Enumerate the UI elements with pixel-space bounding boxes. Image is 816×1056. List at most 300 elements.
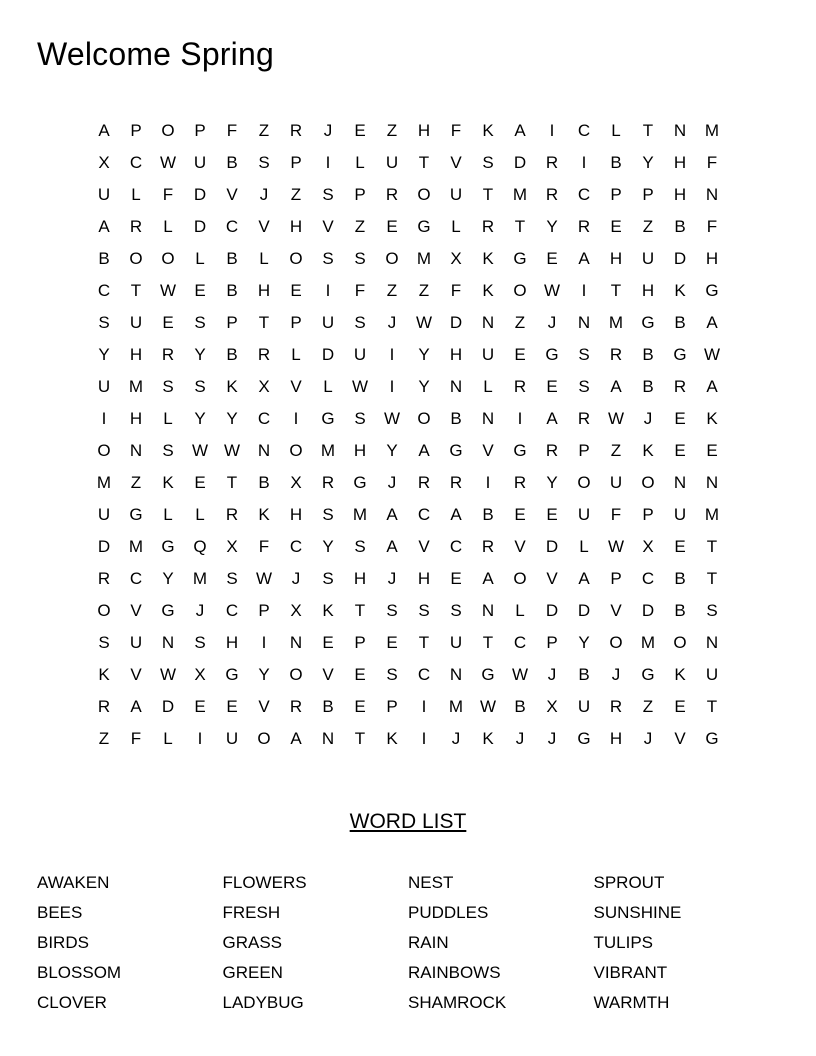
grid-letter: B xyxy=(258,473,270,492)
grid-letter: J xyxy=(291,569,301,588)
word-list-column xyxy=(37,868,223,1018)
grid-row xyxy=(88,115,728,147)
grid-letter: W xyxy=(383,409,401,428)
grid-letter: W xyxy=(159,281,177,300)
grid-letter: R xyxy=(289,121,303,140)
grid-letter: F xyxy=(610,505,622,524)
grid-letter: U xyxy=(481,345,495,364)
grid-letter: A xyxy=(482,569,494,588)
grid-letter: U xyxy=(225,729,239,748)
grid-letter: O xyxy=(97,441,111,460)
grid-letter: I xyxy=(389,345,395,364)
grid-row xyxy=(88,435,728,467)
grid-letter: L xyxy=(163,505,173,524)
grid-letter: G xyxy=(545,345,559,364)
grid-letter: E xyxy=(514,345,526,364)
grid-row xyxy=(88,243,728,275)
grid-letter: N xyxy=(289,633,303,652)
grid-letter: T xyxy=(354,729,366,748)
grid-letter: P xyxy=(354,185,366,204)
grid-letter: V xyxy=(610,601,622,620)
grid-letter: B xyxy=(226,249,238,268)
grid-letter: E xyxy=(450,569,462,588)
grid-letter: N xyxy=(129,441,143,460)
grid-letter: B xyxy=(674,217,686,236)
grid-letter: T xyxy=(226,473,238,492)
grid-row xyxy=(88,499,728,531)
grid-letter: G xyxy=(449,441,463,460)
grid-letter: M xyxy=(704,505,720,524)
grid-letter: P xyxy=(610,185,622,204)
grid-letter: S xyxy=(98,313,110,332)
grid-letter: R xyxy=(225,505,239,524)
letter-grid xyxy=(88,115,728,755)
grid-letter: G xyxy=(481,665,495,684)
grid-letter: J xyxy=(323,121,333,140)
word-list-item: BEES xyxy=(37,903,83,922)
grid-letter: U xyxy=(97,377,111,396)
grid-letter: R xyxy=(161,345,175,364)
grid-letter: J xyxy=(387,569,397,588)
grid-letter: P xyxy=(546,633,558,652)
grid-letter: L xyxy=(195,505,205,524)
word-list-item: SHAMROCK xyxy=(408,993,507,1012)
grid-letter: E xyxy=(194,473,206,492)
grid-letter: A xyxy=(98,217,110,236)
grid-letter: J xyxy=(451,729,461,748)
grid-letter: S xyxy=(578,377,590,396)
grid-letter: J xyxy=(547,729,557,748)
grid-letter: W xyxy=(255,569,273,588)
grid-letter: V xyxy=(450,153,462,172)
grid-letter: U xyxy=(129,633,143,652)
grid-letter: A xyxy=(610,377,622,396)
grid-letter: P xyxy=(386,697,398,716)
grid-letter: E xyxy=(546,249,558,268)
grid-letter: V xyxy=(258,697,270,716)
grid-letter: S xyxy=(354,313,366,332)
grid-letter: R xyxy=(545,153,559,172)
grid-letter: O xyxy=(641,473,655,492)
word-list-item: BLOSSOM xyxy=(37,963,122,982)
word-list-column xyxy=(223,868,409,1018)
word-list-item: TULIPS xyxy=(593,933,654,952)
grid-letter: F xyxy=(258,537,270,556)
grid-letter: D xyxy=(449,313,463,332)
grid-letter: N xyxy=(577,313,591,332)
grid-letter: Z xyxy=(418,281,430,300)
grid-letter: C xyxy=(129,569,143,588)
grid-letter: F xyxy=(162,185,174,204)
grid-letter: J xyxy=(611,665,621,684)
grid-letter: U xyxy=(705,665,719,684)
grid-letter: C xyxy=(577,185,591,204)
grid-letter: A xyxy=(706,313,718,332)
grid-letter: O xyxy=(161,121,175,140)
grid-letter: S xyxy=(194,377,206,396)
grid-letter: S xyxy=(482,153,494,172)
grid-letter: C xyxy=(97,281,111,300)
grid-letter: S xyxy=(354,537,366,556)
grid-letter: C xyxy=(225,217,239,236)
grid-letter: A xyxy=(130,697,142,716)
grid-letter: P xyxy=(290,313,302,332)
grid-letter: W xyxy=(159,665,177,684)
grid-letter: B xyxy=(674,601,686,620)
grid-letter: S xyxy=(578,345,590,364)
grid-letter: L xyxy=(131,185,141,204)
grid-letter: H xyxy=(289,217,303,236)
grid-letter: X xyxy=(98,153,110,172)
grid-letter: I xyxy=(325,153,331,172)
grid-letter: C xyxy=(577,121,591,140)
grid-letter: J xyxy=(515,729,525,748)
grid-letter: N xyxy=(673,121,687,140)
grid-letter: F xyxy=(130,729,142,748)
grid-letter: U xyxy=(97,505,111,524)
grid-letter: R xyxy=(609,697,623,716)
grid-letter: Z xyxy=(610,441,622,460)
grid-letter: N xyxy=(449,665,463,684)
grid-letter: B xyxy=(578,665,590,684)
grid-letter: Y xyxy=(546,473,558,492)
grid-letter: I xyxy=(421,697,427,716)
grid-letter: U xyxy=(385,153,399,172)
grid-letter: H xyxy=(129,409,143,428)
grid-letter: S xyxy=(162,441,174,460)
grid-letter: W xyxy=(703,345,721,364)
grid-letter: X xyxy=(290,601,302,620)
grid-letter: T xyxy=(130,281,142,300)
grid-letter: Y xyxy=(322,537,334,556)
grid-letter: Z xyxy=(386,281,398,300)
grid-letter: Q xyxy=(193,537,207,556)
grid-letter: H xyxy=(705,249,719,268)
grid-letter: A xyxy=(98,121,110,140)
grid-letter: B xyxy=(226,281,238,300)
grid-letter: H xyxy=(673,185,687,204)
grid-letter: C xyxy=(449,537,463,556)
grid-letter: J xyxy=(643,729,653,748)
grid-letter: H xyxy=(289,505,303,524)
grid-letter: D xyxy=(513,153,527,172)
grid-row xyxy=(88,563,728,595)
grid-letter: J xyxy=(259,185,269,204)
grid-letter: S xyxy=(98,633,110,652)
grid-letter: M xyxy=(416,249,432,268)
grid-letter: K xyxy=(706,409,718,428)
grid-letter: H xyxy=(417,569,431,588)
word-list-item: SPROUT xyxy=(593,873,665,892)
grid-letter: S xyxy=(226,569,238,588)
word-list-column xyxy=(594,868,780,1018)
grid-letter: S xyxy=(194,313,206,332)
grid-letter: R xyxy=(545,185,559,204)
grid-letter: O xyxy=(513,281,527,300)
grid-letter: N xyxy=(705,633,719,652)
grid-letter: L xyxy=(451,217,461,236)
grid-letter: P xyxy=(642,185,654,204)
grid-letter: D xyxy=(545,537,559,556)
grid-letter: R xyxy=(609,345,623,364)
grid-row xyxy=(88,403,728,435)
grid-letter: I xyxy=(549,121,555,140)
grid-letter: B xyxy=(610,153,622,172)
grid-letter: V xyxy=(290,377,302,396)
grid-letter: O xyxy=(673,633,687,652)
grid-letter: F xyxy=(450,121,462,140)
grid-letter: C xyxy=(641,569,655,588)
grid-letter: B xyxy=(450,409,462,428)
grid-letter: M xyxy=(608,313,624,332)
word-list-item: FRESH xyxy=(222,903,281,922)
grid-letter: A xyxy=(706,377,718,396)
grid-letter: P xyxy=(354,633,366,652)
grid-letter: T xyxy=(482,633,494,652)
grid-letter: V xyxy=(674,729,686,748)
grid-letter: E xyxy=(674,697,686,716)
grid-letter: P xyxy=(194,121,206,140)
grid-letter: A xyxy=(514,121,526,140)
grid-letter: Z xyxy=(642,697,654,716)
grid-letter: W xyxy=(223,441,241,460)
grid-row xyxy=(88,723,728,755)
grid-letter: D xyxy=(193,217,207,236)
grid-letter: X xyxy=(258,377,270,396)
grid-letter: F xyxy=(354,281,366,300)
grid-letter: U xyxy=(449,633,463,652)
grid-letter: K xyxy=(226,377,238,396)
grid-letter: P xyxy=(226,313,238,332)
grid-letter: A xyxy=(418,441,430,460)
grid-letter: L xyxy=(483,377,493,396)
grid-letter: E xyxy=(674,441,686,460)
grid-letter: G xyxy=(161,537,175,556)
grid-letter: G xyxy=(513,249,527,268)
grid-letter: D xyxy=(193,185,207,204)
grid-letter: S xyxy=(322,569,334,588)
grid-letter: T xyxy=(706,569,718,588)
grid-letter: E xyxy=(290,281,302,300)
word-list xyxy=(37,868,779,1018)
word-list-item: WARMTH xyxy=(593,993,670,1012)
grid-letter: D xyxy=(97,537,111,556)
grid-letter: X xyxy=(546,697,558,716)
grid-letter: C xyxy=(289,537,303,556)
grid-letter: G xyxy=(705,729,719,748)
grid-letter: X xyxy=(450,249,462,268)
grid-letter: S xyxy=(322,249,334,268)
grid-row xyxy=(88,627,728,659)
grid-letter: O xyxy=(161,249,175,268)
grid-letter: B xyxy=(98,249,110,268)
grid-letter: A xyxy=(386,537,398,556)
grid-letter: F xyxy=(706,153,718,172)
grid-letter: Y xyxy=(546,217,558,236)
grid-letter: Z xyxy=(130,473,142,492)
grid-letter: B xyxy=(514,697,526,716)
grid-letter: U xyxy=(609,473,623,492)
grid-letter: G xyxy=(705,281,719,300)
grid-letter: L xyxy=(579,537,589,556)
grid-letter: V xyxy=(322,665,334,684)
grid-letter: J xyxy=(643,409,653,428)
grid-row xyxy=(88,659,728,691)
grid-letter: K xyxy=(482,121,494,140)
grid-letter: Y xyxy=(258,665,270,684)
grid-letter: Y xyxy=(642,153,654,172)
grid-letter: L xyxy=(515,601,525,620)
grid-letter: S xyxy=(450,601,462,620)
grid-letter: E xyxy=(162,313,174,332)
grid-letter: Z xyxy=(98,729,110,748)
grid-letter: V xyxy=(130,601,142,620)
grid-letter: J xyxy=(387,473,397,492)
grid-letter: E xyxy=(610,217,622,236)
grid-letter: I xyxy=(197,729,203,748)
grid-letter: K xyxy=(674,665,686,684)
grid-letter: E xyxy=(546,377,558,396)
grid-letter: M xyxy=(448,697,464,716)
grid-letter: E xyxy=(354,665,366,684)
grid-letter: H xyxy=(449,345,463,364)
grid-letter: H xyxy=(673,153,687,172)
grid-letter: T xyxy=(706,537,718,556)
grid-letter: K xyxy=(482,281,494,300)
word-list-item: GRASS xyxy=(222,933,283,952)
grid-letter: O xyxy=(257,729,271,748)
grid-letter: R xyxy=(385,185,399,204)
grid-letter: U xyxy=(193,153,207,172)
grid-letter: D xyxy=(641,601,655,620)
grid-letter: L xyxy=(259,249,269,268)
grid-letter: Y xyxy=(98,345,110,364)
grid-letter: R xyxy=(257,345,271,364)
grid-letter: X xyxy=(226,537,238,556)
grid-letter: Y xyxy=(418,345,430,364)
grid-letter: L xyxy=(163,729,173,748)
grid-letter: V xyxy=(514,537,526,556)
grid-letter: M xyxy=(352,505,368,524)
grid-letter: D xyxy=(161,697,175,716)
grid-letter: E xyxy=(194,697,206,716)
grid-letter: E xyxy=(322,633,334,652)
grid-letter: G xyxy=(577,729,591,748)
grid-letter: U xyxy=(673,505,687,524)
grid-letter: A xyxy=(578,569,590,588)
grid-letter: H xyxy=(225,633,239,652)
grid-letter: U xyxy=(321,313,335,332)
grid-letter: Y xyxy=(226,409,238,428)
grid-letter: E xyxy=(226,697,238,716)
grid-letter: B xyxy=(322,697,334,716)
word-list-item: GREEN xyxy=(222,963,283,982)
grid-letter: N xyxy=(673,473,687,492)
grid-letter: E xyxy=(354,121,366,140)
grid-letter: S xyxy=(322,185,334,204)
grid-letter: P xyxy=(290,153,302,172)
grid-letter: J xyxy=(195,601,205,620)
grid-letter: H xyxy=(609,729,623,748)
grid-letter: M xyxy=(128,537,144,556)
grid-row xyxy=(88,307,728,339)
grid-letter: N xyxy=(481,409,495,428)
grid-letter: D xyxy=(673,249,687,268)
grid-letter: I xyxy=(421,729,427,748)
grid-row xyxy=(88,179,728,211)
grid-letter: X xyxy=(642,537,654,556)
grid-letter: B xyxy=(226,345,238,364)
word-list-item: LADYBUG xyxy=(222,993,304,1012)
grid-letter: V xyxy=(130,665,142,684)
grid-letter: Y xyxy=(194,345,206,364)
grid-letter: L xyxy=(163,217,173,236)
grid-letter: P xyxy=(610,569,622,588)
grid-letter: K xyxy=(386,729,398,748)
grid-letter: A xyxy=(450,505,462,524)
grid-letter: Y xyxy=(386,441,398,460)
grid-letter: N xyxy=(481,601,495,620)
grid-letter: E xyxy=(386,217,398,236)
grid-letter: W xyxy=(607,537,625,556)
grid-letter: W xyxy=(543,281,561,300)
grid-letter: C xyxy=(417,665,431,684)
grid-row xyxy=(88,275,728,307)
grid-letter: G xyxy=(321,409,335,428)
grid-letter: W xyxy=(511,665,529,684)
grid-letter: O xyxy=(289,249,303,268)
grid-letter: J xyxy=(547,665,557,684)
grid-row xyxy=(88,467,728,499)
grid-letter: V xyxy=(546,569,558,588)
grid-letter: Z xyxy=(514,313,526,332)
grid-letter: S xyxy=(322,505,334,524)
grid-letter: O xyxy=(289,665,303,684)
grid-letter: U xyxy=(97,185,111,204)
grid-letter: Y xyxy=(578,633,590,652)
grid-letter: C xyxy=(225,601,239,620)
grid-letter: I xyxy=(389,377,395,396)
grid-letter: U xyxy=(577,697,591,716)
grid-letter: S xyxy=(386,665,398,684)
grid-letter: T xyxy=(706,697,718,716)
grid-letter: I xyxy=(101,409,107,428)
word-list-item: NEST xyxy=(408,873,454,892)
grid-letter: Z xyxy=(642,217,654,236)
word-list-column xyxy=(408,868,594,1018)
grid-letter: S xyxy=(162,377,174,396)
grid-letter: S xyxy=(386,601,398,620)
grid-letter: Z xyxy=(290,185,302,204)
grid-letter: P xyxy=(130,121,142,140)
grid-letter: U xyxy=(577,505,591,524)
puzzle-title: Welcome Spring xyxy=(37,36,274,72)
grid-letter: C xyxy=(129,153,143,172)
grid-letter: O xyxy=(417,409,431,428)
grid-letter: N xyxy=(481,313,495,332)
grid-letter: M xyxy=(320,441,336,460)
grid-letter: L xyxy=(355,153,365,172)
grid-letter: U xyxy=(641,249,655,268)
grid-letter: M xyxy=(704,121,720,140)
grid-letter: W xyxy=(159,153,177,172)
word-list-item: FLOWERS xyxy=(222,873,307,892)
grid-letter: M xyxy=(96,473,112,492)
grid-letter: U xyxy=(449,185,463,204)
grid-letter: V xyxy=(322,217,334,236)
grid-letter: G xyxy=(641,313,655,332)
grid-letter: D xyxy=(577,601,591,620)
